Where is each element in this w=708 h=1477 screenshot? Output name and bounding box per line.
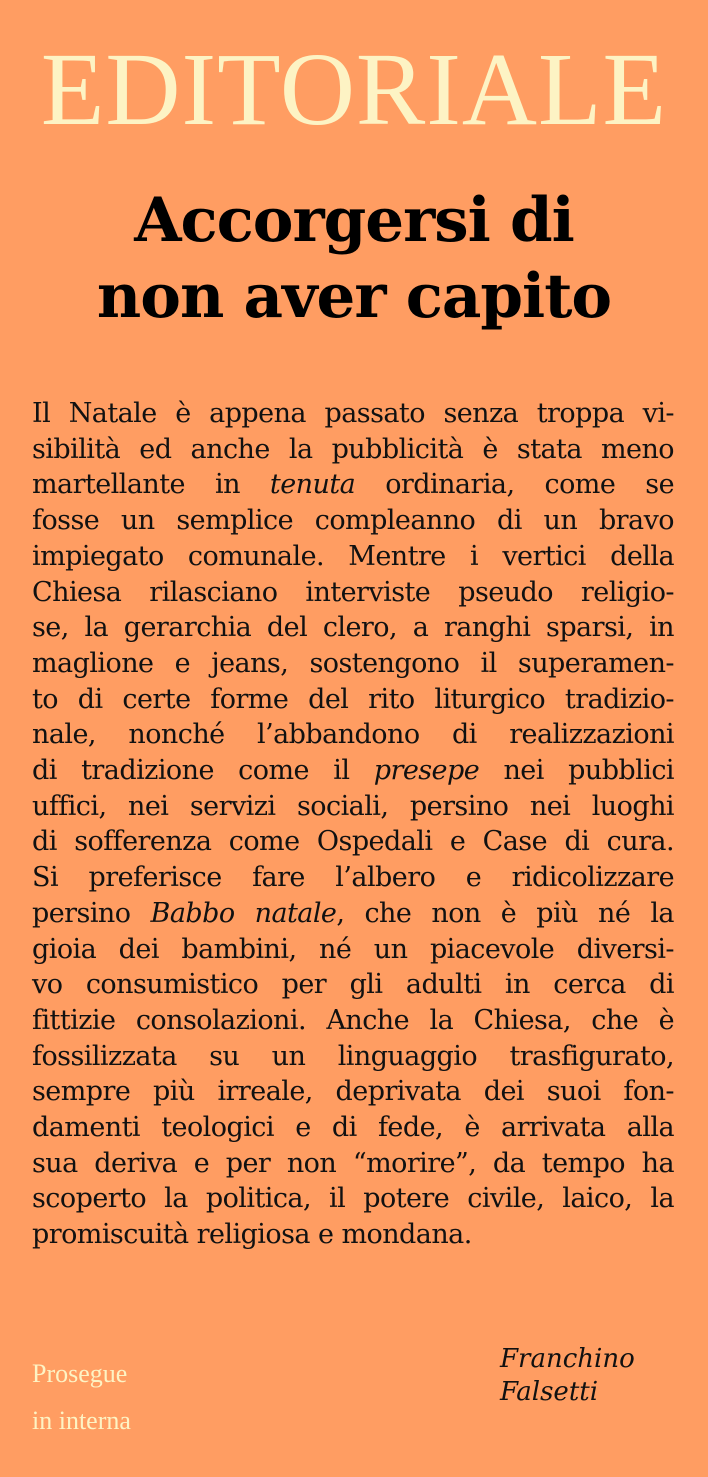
headline [20, 183, 688, 335]
body-line [32, 575, 674, 611]
author-signature [500, 1343, 635, 1409]
body-text-run: nei pubblici [479, 755, 674, 787]
body-line [32, 682, 674, 718]
body-line [32, 789, 674, 825]
body-line [32, 1003, 674, 1039]
body-text-run: , che non è più né la [336, 897, 674, 929]
body-line [32, 717, 674, 753]
body-emphasis: tenuta [269, 469, 356, 501]
continue-note[interactable] [32, 1350, 131, 1444]
body-text-run: uffici, nei servizi sociali, persino nei luoghi [32, 790, 674, 822]
body-text-run: se, la gerarchia del clero, a ranghi sparsi, in [32, 612, 674, 644]
body-text-run: ordinaria, come se [355, 469, 674, 501]
body-text-run: sibilità ed anche la pubblicità è stata meno [32, 433, 674, 465]
body-line [32, 1217, 674, 1253]
headline-line-2: non aver capito [96, 261, 612, 332]
headline-line-1: Accorgersi di [134, 185, 574, 256]
body-line [32, 1039, 674, 1075]
article-body [32, 396, 674, 1253]
body-text-run: Il Natale è appena passato senza troppa vi- [32, 398, 674, 429]
body-line [32, 967, 674, 1003]
body-line [32, 610, 674, 646]
section-label: EDITORIALE [40, 32, 668, 147]
author-first-name: Franchino [500, 1344, 635, 1374]
body-text-run: impiegato comunale. Mentre i vertici della [32, 540, 674, 572]
body-line [32, 932, 674, 968]
body-text-run: sua deriva e per non “morire”, da tempo ha [32, 1147, 674, 1179]
body-line [32, 646, 674, 682]
body-text-run: fittizie consolazioni. Anche la Chiesa, che è [32, 1004, 674, 1036]
body-line [32, 432, 674, 468]
body-text-run: to di certe forme del rito liturgico tradizio- [32, 683, 674, 715]
body-line [32, 539, 674, 575]
body-text-run: nale, nonché l’abbandono di realizzazioni [32, 719, 674, 751]
body-text-run: di sofferenza come Ospedali e Case di cura. [32, 826, 674, 858]
body-text-run: Si preferisce fare l’albero e ridicolizzare [32, 862, 674, 894]
body-text-run: fossilizzata su un linguaggio trasfigurato, [32, 1040, 674, 1072]
body-emphasis: Babbo natale [150, 897, 337, 929]
body-text-run: persino [32, 897, 151, 929]
body-text-run: gioia dei bambini, né un piacevole diversi- [32, 933, 674, 965]
body-text-run: martellante in [32, 469, 270, 501]
continue-note-line-1: Prosegue [32, 1359, 128, 1388]
body-emphasis: presepe [373, 755, 480, 787]
body-text-run: Chiesa rilasciano interviste pseudo religio- [32, 576, 674, 608]
body-text-run: damenti teologici e di fede, è arrivata alla [32, 1112, 674, 1144]
body-line [32, 1146, 674, 1182]
body-text-run: maglione e jeans, sostengono il superamen- [32, 647, 674, 679]
continue-note-line-2: in interna [32, 1406, 131, 1435]
body-text-run: scoperto la politica, il potere civile, laico, la [32, 1183, 674, 1215]
author-last-name: Falsetti [500, 1377, 599, 1407]
body-line [32, 503, 674, 539]
body-line [32, 896, 674, 932]
body-line [32, 467, 674, 503]
body-line [32, 824, 674, 860]
body-line [32, 1110, 674, 1146]
body-line [32, 1074, 674, 1110]
body-text-run: vo consumistico per gli adulti in cerca di [32, 969, 674, 1001]
body-line [32, 860, 674, 896]
body-line [32, 753, 674, 789]
body-text-run: di tradizione come il [32, 755, 374, 787]
body-line [32, 1181, 674, 1217]
body-text-run: sempre più irreale, deprivata dei suoi fon- [32, 1076, 674, 1108]
body-text-run: fosse un semplice compleanno di un bravo [32, 505, 674, 537]
body-text-run: promiscuità religiosa e mondana. [32, 1219, 472, 1251]
body-line [32, 396, 674, 432]
